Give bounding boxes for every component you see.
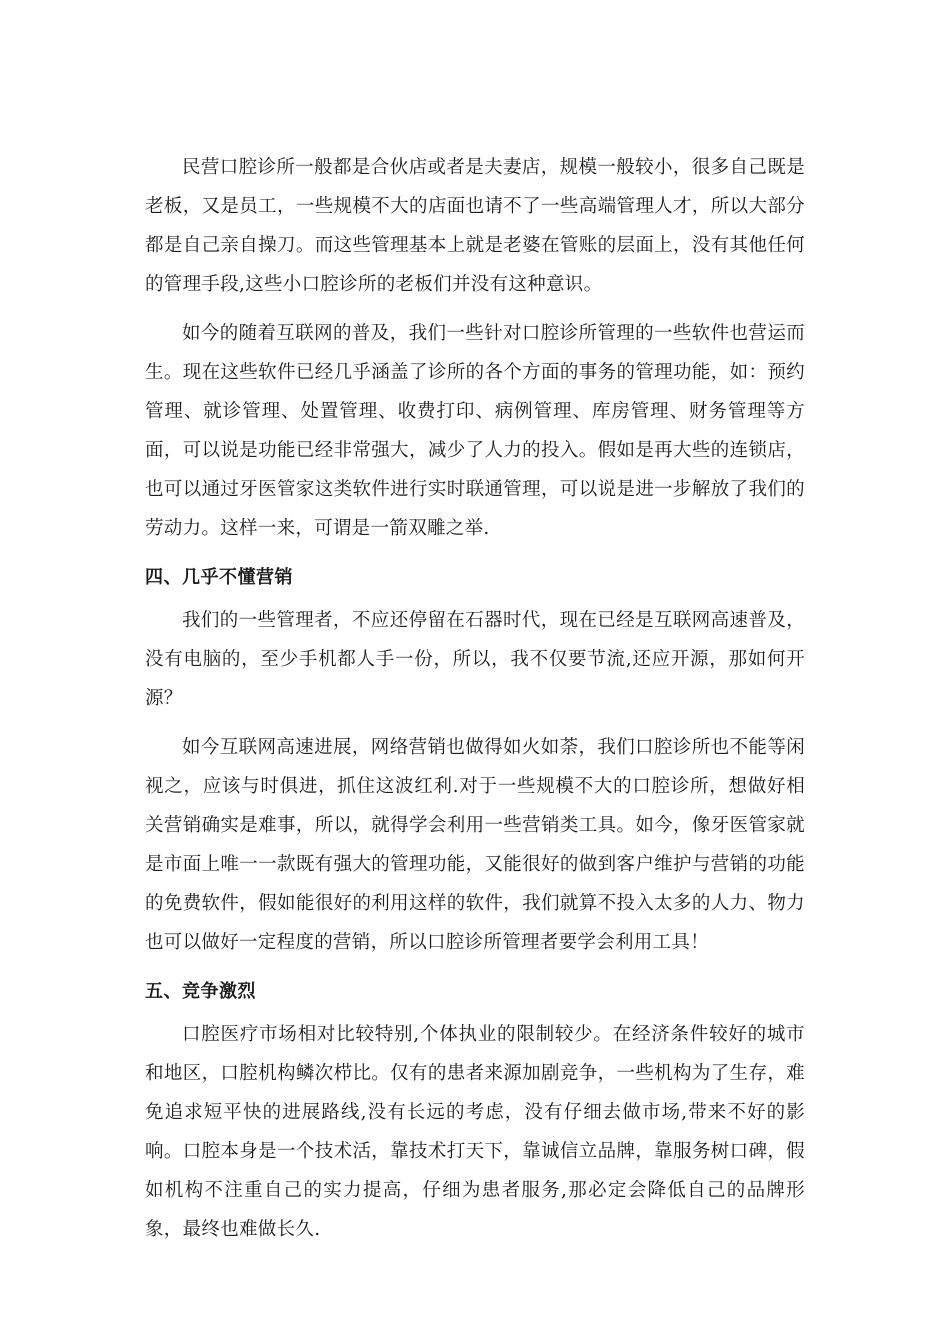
paragraph-management-software: 如今的随着互联网的普及，我们一些针对口腔诊所管理的一些软件也营运而生。现在这些软件已经几乎涵盖了诊所的各个方面的事务的管理功能，如：预约管理、就诊管理、处置管理、收费打印、病例管理、库房管理、财务管理等方面，可以说是功能已经非常强大，减少了人力的投入。假如是再大些的连锁店，也可以通过牙医管家这类软件进行实时联通管理，可以说是进一步解放了我们的劳动力。这样一来，可谓是一箭双雕之举.: [145, 323, 805, 539]
section-heading-competition: 五、竞争激烈: [145, 981, 256, 1002]
section-heading-marketing: 四、几乎不懂营销: [145, 567, 293, 588]
document-body: [145, 148, 805, 1249]
paragraph-private-clinic-management: 民营口腔诊所一般都是合伙店或者是夫妻店，规模一般较小，很多自己既是老板，又是员工，一些规模不大的店面也请不了一些高端管理人才，所以大部分都是自己亲自操刀。而这些管理基本上就是老婆在管账的层面上，没有其他任何的管理手段,这些小口腔诊所的老板们并没有这种意识。: [145, 157, 805, 295]
paragraph-managers-open-source: 我们的一些管理者，不应还停留在石器时代，现在已经是互联网高速普及，没有电脑的，至少手机都人手一份，所以，我不仅要节流,还应开源，那如何开源？: [145, 610, 805, 709]
paragraph-dental-market: 口腔医疗市场相对比较特别,个体执业的限制较少。在经济条件较好的城市和地区，口腔机构鳞次栉比。仅有的患者来源加剧竞争，一些机构为了生存，难免追求短平快的进展路线,没有长远的考虑，没有仔细去做市场,带来不好的影响。口腔本身是一个技术活，靠技术打天下，靠诚信立品牌，靠服务树口碑，假如机构不注重自己的实力提高，仔细为患者服务,那必定会降低自己的品牌形象，最终也难做长久.: [145, 1024, 805, 1240]
paragraph-internet-marketing: 如今互联网高速进展，网络营销也做得如火如荼，我们口腔诊所也不能等闲视之，应该与时俱进，抓住这波红利.对于一些规模不大的口腔诊所，想做好相关营销确实是难事，所以，就得学会利用一些营销类工具。如今，像牙医管家就是市面上唯一一款既有强大的管理功能，又能很好的做到客户维护与营销的功能的免费软件，假如能很好的利用这样的软件，我们就算不投入太多的人力、物力也可以做好一定程度的营销，所以口腔诊所管理者要学会利用工具！: [145, 737, 805, 953]
